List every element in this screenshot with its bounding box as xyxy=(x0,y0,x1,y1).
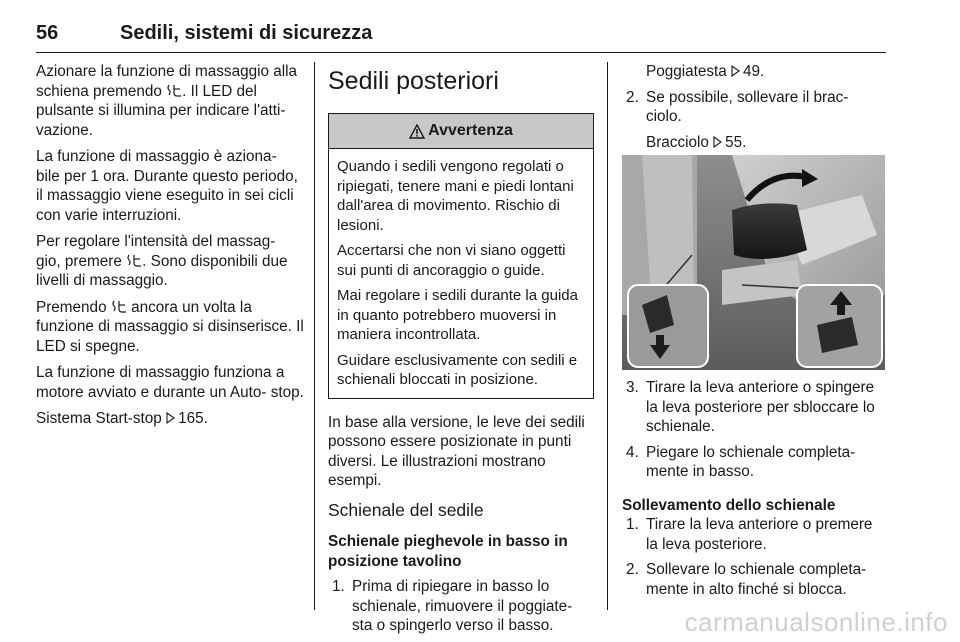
paragraph: La funzione di massaggio funziona a motore avviato e durante un Auto- stop. xyxy=(36,364,304,401)
column-divider xyxy=(314,62,315,610)
step-text: Tirare la leva anteriore o spingere la leva posteriore per sbloccare lo schienale. xyxy=(646,379,875,435)
reference-link[interactable]: 165. xyxy=(178,410,208,427)
subsection-heading: Schienale del sedile xyxy=(328,499,484,520)
step-number: 4. xyxy=(626,443,639,461)
reference xyxy=(622,62,887,82)
reference xyxy=(622,133,887,153)
list-item xyxy=(622,515,887,554)
massage-intensity-icon xyxy=(126,254,142,267)
text: . Il LED del pulsante si illumina per indicare l'atti- vazione. xyxy=(36,82,286,139)
page-number: 56 xyxy=(36,22,59,44)
paragraph xyxy=(36,232,304,291)
step-number: 2. xyxy=(626,561,639,578)
rear-seat-lever-illustration xyxy=(622,155,885,370)
paragraph: La funzione di massaggio è aziona- bile per 1 ora. Durante questo periodo, il massaggio viene eseguito in sei cicli con varie interruzioni. xyxy=(36,148,298,224)
paragraph xyxy=(36,409,304,429)
step-number: 2. xyxy=(626,88,639,106)
column-divider xyxy=(607,62,608,610)
reference-link[interactable]: 49. xyxy=(743,63,765,80)
warning-box xyxy=(328,113,594,399)
step-number: 1. xyxy=(626,516,639,533)
paragraph xyxy=(36,298,304,357)
text: ancora un volta la funzione di massaggio si disinserisce. Il LED si spegne. xyxy=(36,298,304,355)
page-reference-icon xyxy=(731,65,741,77)
list-item xyxy=(622,88,887,127)
list-item xyxy=(622,378,887,437)
step-text: Piegare lo schienale completa- mente in basso. xyxy=(646,443,856,480)
column-3 xyxy=(622,62,887,158)
section-heading: Sedili posteriori xyxy=(328,67,499,95)
paragraph: In base alla versione, le leve dei sedili possono essere posizionate in punti diversi. Le illustrazioni mostrano esempi. xyxy=(328,413,585,489)
warning-triangle-icon xyxy=(409,124,425,139)
procedure-heading: Schienale pieghevole in basso in posizione tavolino xyxy=(328,533,568,570)
warning-paragraph: Accertarsi che non vi siano oggetti sui punti di ancoraggio o guide. xyxy=(337,242,566,279)
warning-header xyxy=(329,114,593,149)
text: Azionare la funzione di massaggio alla schiena premendo xyxy=(36,63,298,100)
step-text: Se possibile, sollevare il brac- ciolo. xyxy=(646,88,849,125)
page-header xyxy=(36,22,886,53)
text: Premendo xyxy=(36,298,111,316)
warning-body xyxy=(329,149,593,398)
massage-icon xyxy=(111,300,127,313)
list-item xyxy=(328,577,594,636)
warning-paragraph: Guidare esclusivamente con sedili e schienali bloccati in posizione. xyxy=(337,351,578,388)
watermark: carmanualsonline.info xyxy=(684,607,948,637)
text: Sistema Start-stop xyxy=(36,410,167,427)
text: Per regolare l'intensità del massag- gio, premere xyxy=(36,233,276,270)
step-text: Prima di ripiegare in basso lo schienale, rimuovere il poggiate- sta o spingerlo verso il basso. xyxy=(352,578,573,634)
text: Bracciolo xyxy=(646,133,714,151)
column-2 xyxy=(328,62,594,642)
step-number: 3. xyxy=(626,379,639,396)
reference-link[interactable]: 55. xyxy=(725,133,747,151)
procedure-heading: Sollevamento dello schienale xyxy=(622,496,836,514)
step-number: 1. xyxy=(332,578,345,595)
text: Poggiatesta xyxy=(646,63,732,80)
warning-paragraph: Mai regolare i sedili durante la guida in quanto potrebbero muoversi in maniera incontrollata. xyxy=(337,287,578,343)
page-title: Sedili, sistemi di sicurezza xyxy=(120,22,373,44)
paragraph xyxy=(36,62,304,140)
list-item xyxy=(622,443,887,482)
list-item xyxy=(622,560,887,599)
step-text: Tirare la leva anteriore o premere la leva posteriore. xyxy=(646,516,873,553)
column-1 xyxy=(36,62,304,436)
text: . Sono disponibili due livelli di massaggio. xyxy=(36,252,288,289)
warning-title: Avvertenza xyxy=(428,122,513,140)
column-3-lower xyxy=(622,378,887,605)
warning-paragraph: Quando i sedili vengono regolati o ripiegati, tenere mani e piedi lontani dall'area di movimento. Rischio di lesioni. xyxy=(337,158,574,234)
massage-icon xyxy=(166,84,182,97)
step-text: Sollevare lo schienale completa- mente in alto finché si blocca. xyxy=(646,561,867,598)
page-reference-icon xyxy=(713,136,723,148)
page-reference-icon xyxy=(166,412,176,424)
